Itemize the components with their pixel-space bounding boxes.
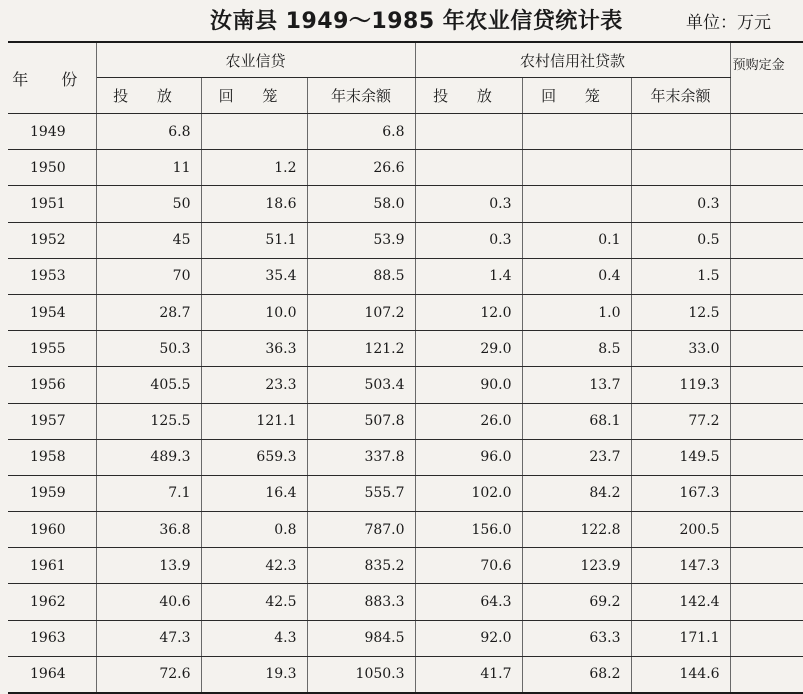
table-row — [8, 186, 803, 222]
cell-agri-balance: 107.2 — [307, 294, 415, 330]
table-row — [8, 512, 803, 548]
cell-rural-issue: 70.6 — [415, 548, 522, 584]
cell-agri-balance: 58.0 — [307, 186, 415, 222]
cell-rural-balance: 144.6 — [631, 656, 730, 693]
cell-agri-issue: 6.8 — [96, 114, 201, 150]
cell-year: 1954 — [8, 294, 96, 330]
cell-rural-issue: 92.0 — [415, 620, 522, 656]
table-row — [8, 548, 803, 584]
cell-agri-issue: 50.3 — [96, 331, 201, 367]
cell-year: 1961 — [8, 548, 96, 584]
table-row — [8, 584, 803, 620]
cell-agri-issue: 13.9 — [96, 548, 201, 584]
cell-agri-recover: 121.1 — [201, 403, 307, 439]
cell-year: 1959 — [8, 475, 96, 511]
cell-advance-purchase — [730, 620, 803, 656]
cell-agri-balance: 121.2 — [307, 331, 415, 367]
header-rural-coop-loans: 农村信用社贷款 — [415, 42, 730, 78]
cell-rural-issue: 1.4 — [415, 258, 522, 294]
cell-rural-balance: 119.3 — [631, 367, 730, 403]
table-row — [8, 656, 803, 693]
cell-agri-recover: 42.5 — [201, 584, 307, 620]
cell-rural-recover: 69.2 — [522, 584, 631, 620]
cell-advance-purchase — [730, 114, 803, 150]
cell-advance-purchase — [730, 331, 803, 367]
header-agri-recover: 回 笼 — [201, 78, 307, 114]
header-agri-issue: 投 放 — [96, 78, 201, 114]
cell-rural-balance: 77.2 — [631, 403, 730, 439]
cell-agri-balance: 53.9 — [307, 222, 415, 258]
cell-agri-recover: 4.3 — [201, 620, 307, 656]
cell-agri-issue: 40.6 — [96, 584, 201, 620]
table-row — [8, 294, 803, 330]
cell-rural-balance: 0.3 — [631, 186, 730, 222]
cell-year: 1963 — [8, 620, 96, 656]
cell-advance-purchase — [730, 367, 803, 403]
cell-agri-balance: 503.4 — [307, 367, 415, 403]
cell-year: 1960 — [8, 512, 96, 548]
cell-rural-issue: 156.0 — [415, 512, 522, 548]
unit-label: 单位：万元 — [686, 13, 771, 33]
cell-advance-purchase — [730, 222, 803, 258]
cell-agri-issue: 28.7 — [96, 294, 201, 330]
cell-year: 1952 — [8, 222, 96, 258]
cell-agri-issue: 11 — [96, 150, 201, 186]
cell-agri-recover: 36.3 — [201, 331, 307, 367]
cell-agri-recover — [201, 114, 307, 150]
cell-year: 1949 — [8, 114, 96, 150]
cell-agri-recover: 42.3 — [201, 548, 307, 584]
cell-agri-recover: 16.4 — [201, 475, 307, 511]
cell-advance-purchase — [730, 150, 803, 186]
cell-rural-issue: 0.3 — [415, 186, 522, 222]
cell-rural-balance: 171.1 — [631, 620, 730, 656]
header-advance-purchase: 预购定金 — [730, 42, 803, 114]
cell-rural-recover: 8.5 — [522, 331, 631, 367]
cell-rural-recover — [522, 150, 631, 186]
header-rural-recover: 回 笼 — [522, 78, 631, 114]
cell-agri-balance: 337.8 — [307, 439, 415, 475]
cell-agri-recover: 51.1 — [201, 222, 307, 258]
cell-rural-balance: 167.3 — [631, 475, 730, 511]
cell-year: 1962 — [8, 584, 96, 620]
cell-agri-recover: 23.3 — [201, 367, 307, 403]
cell-rural-balance — [631, 150, 730, 186]
cell-rural-recover: 84.2 — [522, 475, 631, 511]
cell-year: 1951 — [8, 186, 96, 222]
cell-agri-recover: 1.2 — [201, 150, 307, 186]
cell-agri-balance: 787.0 — [307, 512, 415, 548]
cell-rural-issue: 64.3 — [415, 584, 522, 620]
cell-advance-purchase — [730, 475, 803, 511]
cell-year: 1955 — [8, 331, 96, 367]
header-year: 年 份 — [8, 42, 96, 114]
cell-rural-balance: 12.5 — [631, 294, 730, 330]
cell-advance-purchase — [730, 512, 803, 548]
cell-agri-recover: 18.6 — [201, 186, 307, 222]
cell-agri-issue: 36.8 — [96, 512, 201, 548]
cell-year: 1950 — [8, 150, 96, 186]
cell-agri-balance: 555.7 — [307, 475, 415, 511]
cell-rural-balance: 142.4 — [631, 584, 730, 620]
cell-rural-issue — [415, 114, 522, 150]
cell-agri-issue: 45 — [96, 222, 201, 258]
header-row-sub — [8, 78, 803, 114]
cell-agri-balance: 883.3 — [307, 584, 415, 620]
cell-agri-recover: 659.3 — [201, 439, 307, 475]
cell-rural-recover: 68.2 — [522, 656, 631, 693]
cell-rural-recover: 68.1 — [522, 403, 631, 439]
cell-rural-recover: 0.1 — [522, 222, 631, 258]
cell-agri-recover: 10.0 — [201, 294, 307, 330]
cell-rural-issue: 90.0 — [415, 367, 522, 403]
header-row-group — [8, 42, 803, 78]
cell-agri-recover: 35.4 — [201, 258, 307, 294]
cell-rural-balance: 147.3 — [631, 548, 730, 584]
cell-rural-recover: 1.0 — [522, 294, 631, 330]
cell-rural-recover: 63.3 — [522, 620, 631, 656]
cell-agri-issue: 125.5 — [96, 403, 201, 439]
cell-year: 1953 — [8, 258, 96, 294]
cell-rural-recover: 23.7 — [522, 439, 631, 475]
cell-agri-balance: 984.5 — [307, 620, 415, 656]
cell-agri-balance: 6.8 — [307, 114, 415, 150]
cell-advance-purchase — [730, 548, 803, 584]
cell-agri-issue: 489.3 — [96, 439, 201, 475]
cell-rural-balance: 33.0 — [631, 331, 730, 367]
cell-agri-balance: 26.6 — [307, 150, 415, 186]
credit-statistics-table — [8, 41, 803, 694]
cell-rural-issue: 29.0 — [415, 331, 522, 367]
cell-agri-balance: 1050.3 — [307, 656, 415, 693]
cell-agri-balance: 507.8 — [307, 403, 415, 439]
header-rural-issue: 投 放 — [415, 78, 522, 114]
cell-rural-balance — [631, 114, 730, 150]
cell-agri-issue: 70 — [96, 258, 201, 294]
table-row — [8, 150, 803, 186]
cell-rural-recover: 0.4 — [522, 258, 631, 294]
cell-agri-recover: 19.3 — [201, 656, 307, 693]
cell-advance-purchase — [730, 186, 803, 222]
table-row — [8, 258, 803, 294]
cell-rural-issue: 12.0 — [415, 294, 522, 330]
cell-rural-issue: 26.0 — [415, 403, 522, 439]
cell-year: 1964 — [8, 656, 96, 693]
table-row — [8, 403, 803, 439]
cell-agri-issue: 47.3 — [96, 620, 201, 656]
cell-rural-balance: 1.5 — [631, 258, 730, 294]
table-row — [8, 367, 803, 403]
cell-rural-recover — [522, 114, 631, 150]
header-agri-balance: 年末余额 — [307, 78, 415, 114]
cell-rural-balance: 0.5 — [631, 222, 730, 258]
cell-advance-purchase — [730, 656, 803, 693]
cell-year: 1957 — [8, 403, 96, 439]
cell-advance-purchase — [730, 403, 803, 439]
cell-rural-issue: 0.3 — [415, 222, 522, 258]
header-rural-balance: 年末余额 — [631, 78, 730, 114]
cell-advance-purchase — [730, 584, 803, 620]
cell-year: 1958 — [8, 439, 96, 475]
cell-advance-purchase — [730, 258, 803, 294]
table-row — [8, 222, 803, 258]
cell-advance-purchase — [730, 439, 803, 475]
cell-rural-issue: 102.0 — [415, 475, 522, 511]
cell-rural-recover: 13.7 — [522, 367, 631, 403]
cell-year: 1956 — [8, 367, 96, 403]
table-row — [8, 114, 803, 150]
cell-agri-balance: 835.2 — [307, 548, 415, 584]
table-row — [8, 331, 803, 367]
cell-rural-balance: 200.5 — [631, 512, 730, 548]
cell-agri-recover: 0.8 — [201, 512, 307, 548]
cell-agri-issue: 405.5 — [96, 367, 201, 403]
cell-rural-recover — [522, 186, 631, 222]
cell-rural-balance: 149.5 — [631, 439, 730, 475]
cell-rural-issue — [415, 150, 522, 186]
cell-agri-balance: 88.5 — [307, 258, 415, 294]
cell-rural-issue: 96.0 — [415, 439, 522, 475]
header-agri-credit: 农业信贷 — [96, 42, 415, 78]
cell-rural-recover: 122.8 — [522, 512, 631, 548]
table-row — [8, 620, 803, 656]
cell-rural-issue: 41.7 — [415, 656, 522, 693]
table-row — [8, 475, 803, 511]
table-body — [8, 114, 803, 694]
cell-rural-recover: 123.9 — [522, 548, 631, 584]
cell-agri-issue: 50 — [96, 186, 201, 222]
page-title: 汝南县 1949～1985 年农业信贷统计表 — [210, 9, 623, 34]
cell-advance-purchase — [730, 294, 803, 330]
cell-agri-issue: 7.1 — [96, 475, 201, 511]
cell-agri-issue: 72.6 — [96, 656, 201, 693]
table-row — [8, 439, 803, 475]
